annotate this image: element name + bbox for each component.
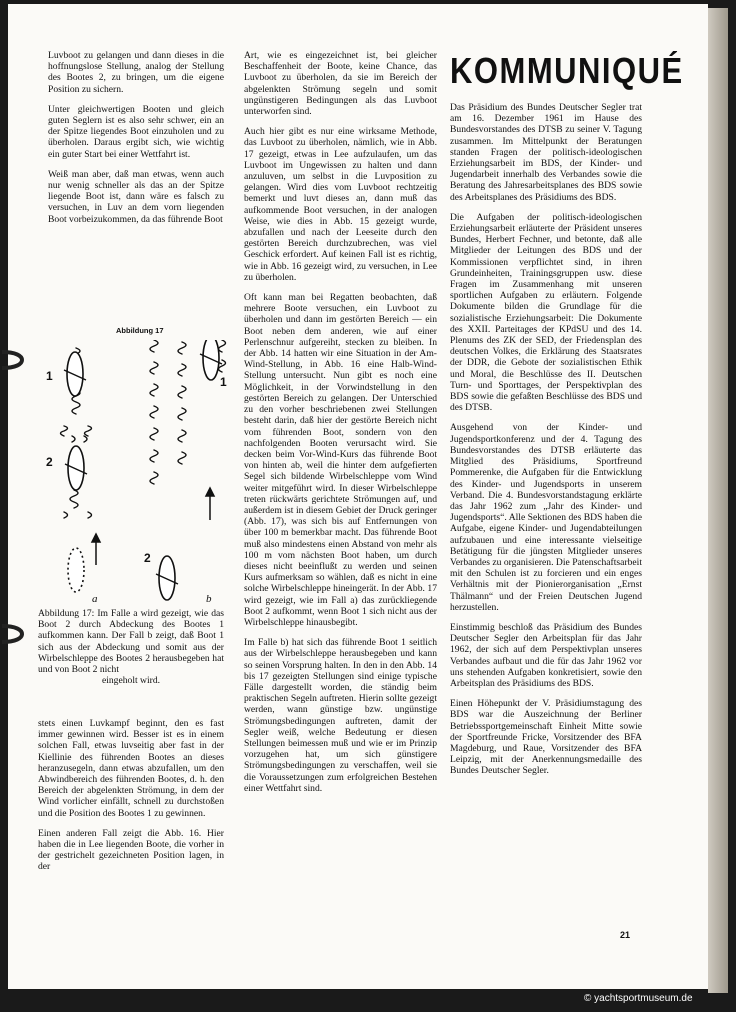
wind-arrows (92, 488, 214, 565)
caption-last-line: eingeholt wird. (101, 675, 161, 687)
page-number: 21 (620, 930, 631, 940)
figure-label: Abbildung 17 (116, 326, 164, 335)
watermark: © yachtsportmuseum.de (584, 993, 693, 1004)
paragraph: Luvboot zu gelangen und dann dieses in die hoffnungslose Stellung, analog der Stellung des Bootes 2, zu bringen, um die eigene Position zu sichern. (48, 50, 224, 95)
figure-diagram (34, 340, 234, 610)
binder-ring-icon (0, 348, 26, 372)
paragraph: Oft kann man bei Regatten beobachten, daß mehrere Boote versuchen, ein Luvboot zu überholen und dann im gestörten Bereich — ein Boot neben dem anderen, wie auf einer Perlenschnur aufgereiht, stecken zu bleiben. In der Abb. 14 hatten wir eine Situation in der Am-Wind-Stellung, in Abb. 16 eine Halb-Wind-Stellung untersucht. Nun gibt es noch eine Möglichkeit, in der Vorwindstellung in den gestörten Bereich zu gelangen. Der Unterschied zu den vorher beschriebenen zwei Stellungen besteht darin, daß hier der gestörte Bereich nicht vom führenden Boot, sondern von den nachfolgenden Booten verursacht wird. Sie decken beim Vor-Wind-Kurs das führende Boot von hinten ab, weil die hinter dem aufgefierten Segel sich bildende Wirbelschleppe vom Wind weiter mitgeführt wird. In dieser Wirbelschleppe treten rückwärts gerichtete Strömungen auf, und außerdem ist in diesem Gebiet der Druck geringer (Abb. 17), was sich bis auf Entfernungen von über 100 m bemerkbar macht. Das führende Boot muß also mindestens einen Abstand von mehr als 100 m vom nächsten Boot haben, um durch dieses nicht beeinflußt zu werden und seinen Kurs aufmerksam so wählen, daß es nicht in eine solche Wirbelschleppe hineingerät. In der Abb. 17 wird gezeigt, wie im Fall a) das zurückliegende Boot 2 aufkommt, wenn Boot 1 sich nicht aus der Wirbelschleppe hinausbegibt. (244, 292, 437, 628)
paragraph: Einen Höhepunkt der V. Präsidiumstagung des BDS war die Auszeichnung der Berliner Betriebssportgemeinschaft Einheit Mitte sowie der Sportfreunde Fricke, Vorsitzender des BFA Magdeburg, und Raue, Vorsitzender des BFA Leipzig, mit der Anerkennungsmedaille des Bundes Deutscher Segler. (450, 698, 642, 777)
case-b-label: b (206, 593, 212, 605)
boat-number-2: 2 (46, 455, 53, 469)
column-2 (244, 50, 437, 803)
paragraph: Einen anderen Fall zeigt die Abb. 16. Hier haben die in Lee liegenden Boote, die vorher in der gestrichelt gezeichneten Position lagen, in der (38, 827, 224, 873)
boat-2-case-a (68, 446, 84, 490)
section-heading: KOMMUNIQUÉ (450, 50, 684, 92)
caption-text: Abbildung 17: Im Falle a wird gezeigt, wie das Boot 2 durch Abdeckung des Bootes 1 aufkommen kann. Der Fall b zeigt, daß Boot 1 sich aus der Abdeckung und somit aus der Wirbelschleppe des Bootes 2 herausbegeben hat und von Boot 2 nicht (38, 608, 224, 676)
page-stack-edge (708, 8, 728, 993)
paragraph: Unter gleichwertigen Booten und gleich guten Seglern ist es also sehr schwer, ein an der Spitze liegendes Boot einzuholen und zu überholen. Daraus ergibt sich, wie wichtig ein guter Start bei einer Wettfahrt ist. (48, 103, 224, 160)
binder-ring-icon (0, 622, 26, 646)
column-1-top (48, 50, 224, 234)
paragraph: Weiß man aber, daß man etwas, wenn auch nur wenig schneller als das an der Spitze liegende Boot ist, dann wäre es falsch zu versuchen, in Luv an dem vorn liegenden Boot vorbeizukommen, da das führende Boot (48, 168, 224, 225)
paragraph: Das Präsidium des Bundes Deutscher Segler trat am 16. Dezember 1961 im Hause des Bundesvorstandes des DTSB zu seiner V. Tagung zusammen. Im Mittelpunkt der Beratungen standen Fragen der politisch-ideologischen Erziehungsarbeit im BDS, der Kinder- und Jugendarbeit innerhalb des Verbandes sowie die Beratung des Jahresarbeitsplanes des BDS sowie des Arbeitsplanes des Präsidiums des BDS. (450, 102, 642, 203)
boat-2-case-b (159, 556, 175, 600)
paragraph: Ausgehend von der Kinder- und Jugendsportkonferenz und der 4. Tagung des Bundesvorstandes des DTSB erläuterte das Mitglied des Präsidiums, Sportfreund Pommerenke, die Aufgaben für die Entwicklung des Kinder- und Jugendsports in unserem Verband. Die 4. Bundesvorstandstagung erklärte das Jahr 1962 zum „Jahr des Kinder- und Jugendsports“. Alle Sektionen des BDS haben die Aufgabe, eigene Kinder- und Jugendabteilungen aufzubauen und eine interessante vielseitige Betätigung für die jüngsten Mitglieder unseres Verbandes zu organisieren. Die Patenschaftsarbeit mit den Schulen ist zu forcieren und ein enges Verhältnis mit der Pionierorganisation „Ernst Thälmann“ und der Freien Deutschen Jugend herzustellen. (450, 422, 642, 613)
case-a-label: a (92, 593, 98, 605)
paragraph: Die Aufgaben der politisch-ideologischen Erziehungsarbeit erläuterte der Präsident unseres Bundes, Herbert Fechner, und betonte, daß alle Mitglieder der Leitungen des BDS und der Kommissionen verpflichtet sind, in ihren Grundeinheiten, Trainingsgruppen usw. diese Fragen im Zusammenhang mit unseren sportlichen Aufgaben zu erläutern. Folgende Dokumente bilden die Grundlage für die sozialistische Erziehungsarbeit: Die Dokumente des XXII. Parteitages der KPdSU und des 14. Plenums des ZK der SED, der Friedensplan des deutschen Volkes, die Erklärung des Staatsrates der DDR, die Gebote der sozialistischen Ethik und Moral, die Beschlüsse des II. Deutschen Turn- und Sporttages, der Perspektivplan des BDS sowie die gefaßten Beschlüsse des BDS und des DTSB. (450, 211, 642, 414)
paragraph: Auch hier gibt es nur eine wirksame Methode, das Luvboot zu überholen, nämlich, wie in Abb. 17 gezeigt, etwas in Lee aufzulaufen, um das Luvboot im Ungewissen zu halten und dann anzuluven, um selbst in die Luvposition zu gelangen. Wird dies vom Luvboot rechtzeitig bemerkt und luvt dieses an, dann muß das aufkommende Boot versuchen, in der analogen Weise, wie dies in Abb. 15 gezeigt wurde, abzufallen und nach der Leeseite durch den gestörten Bereich durchzubrechen, was viel Geschick erfordert. Auf keinen Fall ist es richtig, wie in Abb. 16 gezeigt wird, zu versuchen, in Lee zu überholen. (244, 126, 437, 283)
paragraph: Art, wie es eingezeichnet ist, bei gleicher Beschaffenheit der Boote, keine Chance, das Luvboot zu überholen, da sie im Bereich der abgelenkten Strömung segeln und somit ungünstigeren Bedingungen als das Luvboot unterworfen sind. (244, 50, 437, 118)
paragraph: stets einen Luvkampf beginnt, den es fast immer gewinnen wird. Besser ist es in einem solchen Fall, etwas luvseitig aber fast in der Kiellinie des führenden Bootes an dieses heranzusegeln, dann etwas abzufallen, um den Abwindbereich des führenden Bootes, d. h. den Bereich der abgelenkten Strömung, in dem der Wind vorlicher einfällt, schnell zu durchstoßen und die Position des Bootes 1 zu gewinnen. (38, 718, 224, 819)
boat-dashed-case-a (68, 548, 84, 592)
column-1-bottom (38, 718, 224, 882)
boat-number-2: 2 (144, 551, 151, 565)
boat-1-case-a (67, 352, 83, 396)
column-3 (450, 102, 642, 786)
boat-number-1: 1 (46, 369, 53, 383)
figure-caption (38, 608, 224, 686)
paragraph: Im Falle b) hat sich das führende Boot 1 seitlich aus der Wirbelschleppe herausbegeben und kann so seinen Vorsprung halten. In den in den Abb. 14 bis 17 gezeigten Stellungen sind einige typische Fälle dargestellt worden, die ständig beim praktischen Segeln auftreten. Hierin sollte gezeigt werden, wann günstige bzw. ungünstige Strömungsbedingungen auftreten, damit der Segler weiß, welche Bedeutung er diesen Stellungen beimessen muß und wie er im Prinzip vorzugehen hat, um sich günstigere Strömungsbedingungen zu verschaffen, weil sie die Voraussetzungen zum erfolgreichen Bestehen einer Wettfahrt sind. (244, 637, 437, 794)
boat-number-1: 1 (220, 375, 227, 389)
boat-1-case-b (203, 340, 219, 380)
paragraph: Einstimmig beschloß das Präsidium des Bundes Deutscher Segler den Arbeitsplan für das Jahr 1962, der sich auf dem Perspektivplan unseres Verbandes aufbaut und die für das Jahr 1962 vor uns stehenden Aufgaben konkretisiert, sowie den Arbeitsplan des Präsidiums des BDS. (450, 621, 642, 689)
